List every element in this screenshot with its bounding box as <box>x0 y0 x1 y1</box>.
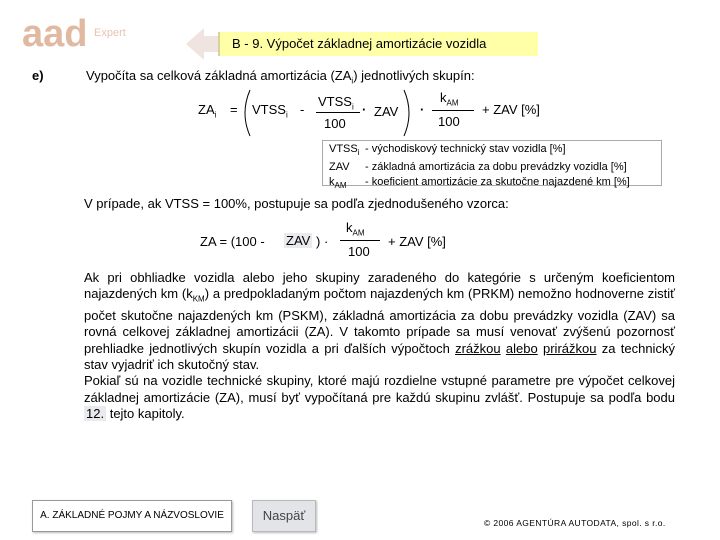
fraction-line <box>340 240 380 241</box>
right-paren-icon <box>402 88 416 138</box>
legend-item: $VTSS_i$ - východiskový technický stav vozidla [%] <box>329 143 566 158</box>
fraction-line <box>316 112 360 113</box>
logo-subtext: Expert <box>94 27 126 39</box>
basic-terms-button[interactable]: A. ZÁKLADNÉ POJMY A NÁZVOSLOVIE <box>32 500 232 532</box>
section-label: e) <box>32 68 44 83</box>
legend-item: ZAV - základná amortizácia za dobu prevádzky vozidla [%] <box>329 161 627 174</box>
logo-text: aad <box>22 13 88 55</box>
banner-arrow-icon <box>186 26 222 62</box>
legend-item: $k_{AM}$ - koeficient amortizácie za skutočne najazdené km [%] <box>329 176 630 191</box>
page-title: B - 9. Výpočet základnej amortizácie vozidla <box>218 32 538 56</box>
copyright: © 2006 AGENTÚRA AUTODATA, spol. s r.o. <box>484 518 666 528</box>
simplified-intro: V prípade, ak VTSS = 100%, postupuje sa podľa zjednodušeného vzorca: <box>84 196 509 211</box>
formula-simplified: ZA = (100 - ZAV ) · $k_{AM}$ 100 + ZAV [%] <box>200 220 446 259</box>
body-paragraph: Ak pri obhliadke vozidla alebo jeho skupiny zaradeného do kategórie s určeným koeficientom najazdených km $(k_{KM})$ a predpokladaným počtom najazdených km (PRKM) nemožno hodnoverne zistiť počet skutočne najazdených km (PSKM), základná amortizácia za dobu prevádzky vozidla (ZAV) sa rovná celkovej základnej amortizácii (ZA). V takomto prípade sa musí venovať zvýšenú pozornosť prehliadke jednotlivých skupín vozidla a pri ďalších výpočtoch zrážkou alebo prirážkou za technický stav vyjadriť ich skutočný stav. Pokiaľ sú na vozidle technické skupiny, ktoré majú rozdielne vstupné parametre pre výpočet celkovej základnej amortizácie (ZA), musí byť vypočítaná pre každú skupinu zvlášť. Postupuje sa podľa bodu 12. tejto kapitoly. <box>84 270 675 421</box>
formula-main: $ZA_i$ = $VTSS_i$ - $VTSS_i$ 100 · ZAV · $k_{AM}$ 100 + ZAV [%] <box>196 88 576 138</box>
variable-legend <box>322 140 662 191</box>
aad-logo <box>22 12 142 56</box>
back-button[interactable]: Naspäť <box>252 500 316 532</box>
intro-text: Vypočíta sa celková základná amortizácia $(ZA_i)$ jednotlivých skupín: <box>86 68 475 86</box>
fraction-line <box>432 110 474 111</box>
left-paren-icon <box>238 88 252 138</box>
